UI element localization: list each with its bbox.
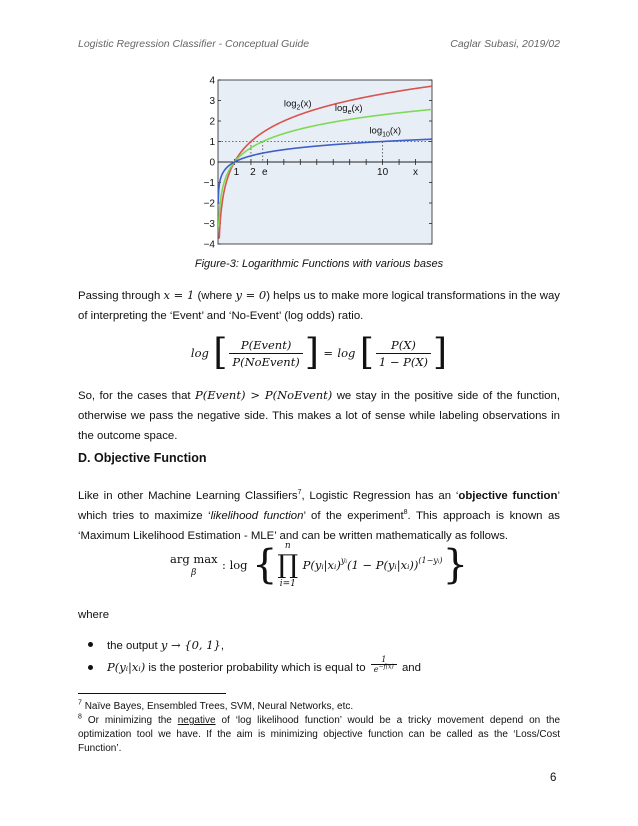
eq2-rbrace: }: [442, 542, 469, 588]
b2-frac: [371, 655, 397, 675]
eq1-frac-1: [229, 337, 302, 370]
eq1-lbracket-2: [: [359, 332, 374, 373]
eq1-num-1: P(Event): [229, 337, 302, 354]
equation-log-odds: [0, 332, 638, 373]
paragraph-1: [78, 285, 560, 326]
log-chart: [170, 72, 440, 254]
fn7-text: Naïve Bayes, Ensembled Trees, SVM, Neural Networks, etc.: [84, 701, 354, 712]
eq1-den-2: 1 − P(X): [378, 354, 429, 369]
fn8-text-1: Or minimizing the: [87, 715, 172, 726]
footnote-8: [78, 714, 560, 756]
b2-text-1: is the posterior probability which is equal to: [148, 662, 366, 675]
bullet-dot-icon: [88, 665, 93, 670]
curve-label-0: $\log_2(x)$: [283, 98, 312, 112]
p1-math-2: y = 0: [235, 288, 267, 302]
p1-text-2: (where: [197, 290, 233, 302]
eq1-num-2: P(X): [376, 337, 431, 354]
p1-text-3: ) helps us to make more logical transformations in the way of interpreting the ‘Event’ and ‘No-Event’ (log odds) ratio.: [78, 290, 560, 322]
eq2-colon-log: : log: [222, 558, 248, 573]
section-heading: D. Objective Function: [78, 451, 207, 465]
b2-frac-exp: −f(x): [378, 663, 394, 671]
b2-frac-den: e: [373, 665, 379, 674]
x-tick-label: 10: [377, 167, 389, 178]
y-tick-label: −2: [203, 198, 215, 210]
page-header: [78, 38, 560, 54]
log-functions-figure: [170, 72, 440, 254]
eq1-rbracket-1: ]: [304, 332, 319, 373]
page-number: 6: [550, 772, 557, 784]
x-tick-label: 2: [250, 167, 256, 178]
y-tick-label: 4: [209, 75, 215, 87]
eq2-mid: (1 − P(yᵢ|xᵢ)): [346, 558, 419, 573]
p3-bold: objective function: [458, 490, 558, 502]
p3-text-1: Like in other Machine Learning Classifiers: [78, 490, 298, 502]
y-tick-label: −3: [203, 219, 215, 230]
b2-text-2: and: [401, 662, 421, 675]
eq2-exp-2: (1−yᵢ): [418, 555, 443, 565]
p3-text-2: , Logistic Regression has an ‘: [301, 490, 459, 502]
header-author: Caglar Subasi, 2019/02: [450, 38, 560, 50]
p1-math-1: x = 1: [163, 288, 195, 302]
b1-text-1: the output: [107, 640, 158, 652]
eq2-argmax: [170, 551, 218, 579]
bullet-item-1: [88, 638, 224, 652]
eq2-beta: β: [191, 568, 197, 578]
paragraph-3: [78, 486, 560, 546]
p1-text-1: Passing through: [78, 290, 161, 302]
p2-text-1: So, for the cases that: [78, 390, 191, 402]
eq1-log-1: log: [190, 346, 209, 361]
eq1-lbracket-1: [: [213, 332, 228, 373]
equation-mle: [0, 540, 638, 590]
bullet-item-2: [88, 655, 421, 678]
eq1-den-1: P(NoEvent): [232, 354, 300, 369]
footnote-ref-7: 7: [297, 489, 302, 497]
y-tick-label: −1: [203, 178, 215, 189]
eq2-lbrace: {: [252, 542, 278, 588]
eq2-body: P(yᵢ|xᵢ): [302, 558, 341, 573]
b2-math: P(yᵢ|xᵢ): [107, 660, 146, 675]
x-tick-label: e: [261, 167, 268, 178]
eq1-equals: =: [323, 346, 333, 361]
bullet-dot-icon: [88, 642, 93, 647]
y-tick-label: 0: [209, 157, 215, 169]
curve-label-1: $\log_e(x)$: [334, 102, 363, 116]
fn8-underlined: negative: [177, 715, 216, 726]
eq2-argmax-text: arg max: [169, 552, 218, 566]
figure-caption: Figure-3: Logarithmic Functions with various bases: [194, 258, 444, 270]
eq1-log-2: log: [337, 346, 356, 361]
y-tick-label: −4: [203, 239, 215, 251]
p2-text-2: we stay in the positive side of the function, otherwise we pass the negative side. This makes a lot of sense while labeling observations in the outcome space.: [78, 390, 560, 442]
where-label: where: [78, 609, 110, 621]
eq2-product: [277, 540, 298, 590]
header-title: Logistic Regression Classifier - Conceptual Guide: [78, 38, 310, 50]
paragraph-2: [78, 385, 560, 446]
p2-math-1: P(Event) > P(NoEvent): [195, 388, 333, 402]
y-tick-label: 2: [209, 116, 215, 128]
footnote-divider: [78, 693, 226, 694]
b1-text-2: ,: [220, 640, 225, 652]
footnote-ref-8: 8: [403, 509, 408, 517]
p3-text-3: ’ which tries to maximize ‘: [78, 490, 561, 522]
eq2-prod-top: n: [284, 541, 291, 551]
curve-label-2: $\log_{10}(x)$: [369, 125, 402, 139]
y-tick-label: 3: [209, 96, 215, 107]
fn8-num: 8: [78, 713, 82, 721]
p3-text-5: . This approach is known as ‘Maximum Likelihood Estimation - MLE’ and can be written mathematically as follows.: [78, 510, 560, 542]
p3-text-4: ’ of the experiment: [303, 510, 404, 522]
x-tick-label: 1: [233, 167, 240, 178]
eq2-prod-bot: i=1: [279, 579, 296, 589]
eq1-rbracket-2: ]: [433, 332, 448, 373]
y-tick-label: 1: [209, 137, 215, 148]
footnote-7: [78, 700, 560, 714]
x-tick-label: x: [413, 167, 419, 178]
b1-math: y → {0, 1}: [160, 638, 221, 652]
eq2-prod-symbol: ∏: [277, 550, 299, 580]
b2-frac-num: 1: [371, 655, 397, 665]
p3-italic: likelihood function: [210, 510, 304, 522]
fn8-text-2: of ‘log likelihood function’ would be a tricky movement depend on the optimization tool we have. If the aim is minimizing objective function can be called as the ‘Loss/Cost Function’.: [78, 715, 561, 754]
eq1-frac-2: [376, 337, 431, 370]
eq2-exp-1: yᵢ: [340, 555, 347, 565]
fn7-num: 7: [78, 699, 82, 707]
